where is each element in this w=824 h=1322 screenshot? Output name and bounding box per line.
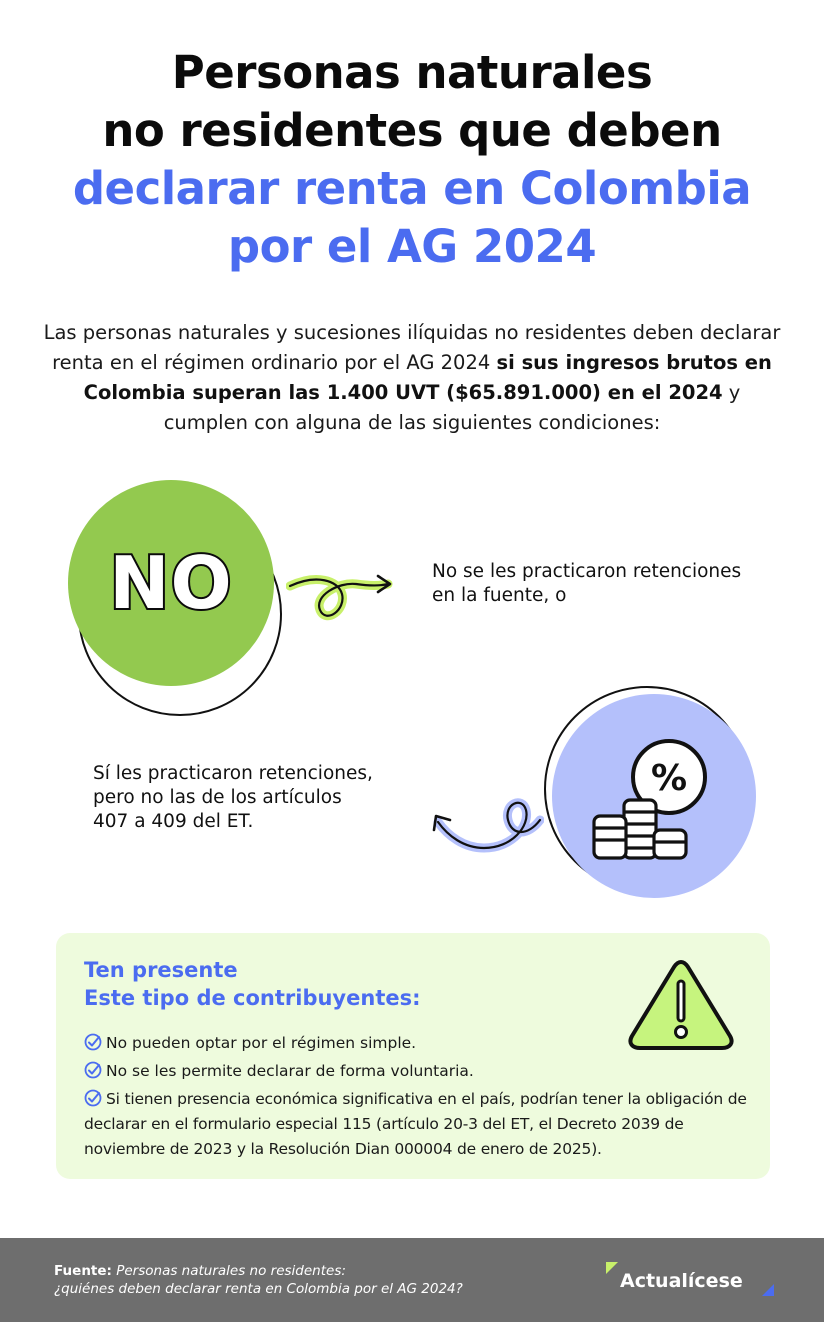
- note-item-3-text: Si tienen presencia económica significativa en el país, podrían tener la obligación de declarar en el formulario especial 115 (artículo 20-3 del ET, el Decreto 2039 de noviembre de 2023 y la Resolución Dian 000004 de enero de 2025).: [84, 1090, 747, 1158]
- page-title: [0, 44, 824, 276]
- percent-symbol: %: [650, 758, 688, 799]
- condition-no-line-1: No se les practicaron retenciones: [432, 561, 742, 582]
- intro-paragraph: [40, 318, 784, 438]
- title-line-3: declarar renta en Colombia: [72, 162, 752, 215]
- condition-no-line-2: en la fuente, o: [432, 585, 567, 606]
- title-line-2: no residentes que deben: [102, 104, 722, 157]
- curly-arrow-left-icon: [428, 790, 544, 856]
- condition-yes-line-2: pero no las de los artículos: [93, 787, 342, 808]
- title-line-1: Personas naturales: [171, 46, 653, 99]
- intro-text-1: Las personas naturales y sucesiones ilíquidas no residentes deben declarar renta en el régimen ordinario por el AG 2024: [43, 321, 781, 374]
- note-item-2-text: No se les permite declarar de forma voluntaria.: [106, 1062, 474, 1080]
- condition-yes-line-3: 407 a 409 del ET.: [93, 811, 254, 832]
- check-circle-icon: [84, 1033, 102, 1051]
- footer-source-label: Fuente:: [54, 1263, 112, 1279]
- footer-source: [54, 1262, 534, 1298]
- note-item-1-text: No pueden optar por el régimen simple.: [106, 1034, 417, 1052]
- brand-name: Actualícese: [620, 1270, 743, 1292]
- condition-yes-line-1: Sí les practicaron retenciones,: [93, 763, 373, 784]
- intro-text-2: y cumplen con alguna de las siguientes condiciones:: [163, 381, 741, 434]
- intro-bold-text: si sus ingresos brutos en Colombia superan las 1.400 UVT ($65.891.000) en el 2024: [83, 351, 772, 404]
- no-badge-text: NO: [109, 541, 233, 625]
- check-circle-icon: [84, 1089, 102, 1107]
- note-item-1: [84, 1031, 748, 1056]
- condition-yes-text: [93, 762, 413, 834]
- curly-arrow-right-icon: [286, 560, 402, 630]
- note-title: [84, 956, 421, 1012]
- footer-source-line-1[interactable]: Personas naturales no residentes:: [116, 1263, 346, 1279]
- note-item-2: [84, 1059, 748, 1084]
- check-circle-icon: [84, 1061, 102, 1079]
- footer-source-line-2[interactable]: ¿quiénes deben declarar renta en Colombia por el AG 2024?: [54, 1281, 463, 1297]
- note-title-line-1: Ten presente: [84, 958, 238, 982]
- title-line-4: por el AG 2024: [227, 220, 597, 273]
- note-item-3: [84, 1087, 748, 1162]
- condition-no-text: [432, 560, 792, 608]
- percent-coins-icon: [588, 734, 718, 864]
- note-title-line-2: Este tipo de contribuyentes:: [84, 986, 421, 1010]
